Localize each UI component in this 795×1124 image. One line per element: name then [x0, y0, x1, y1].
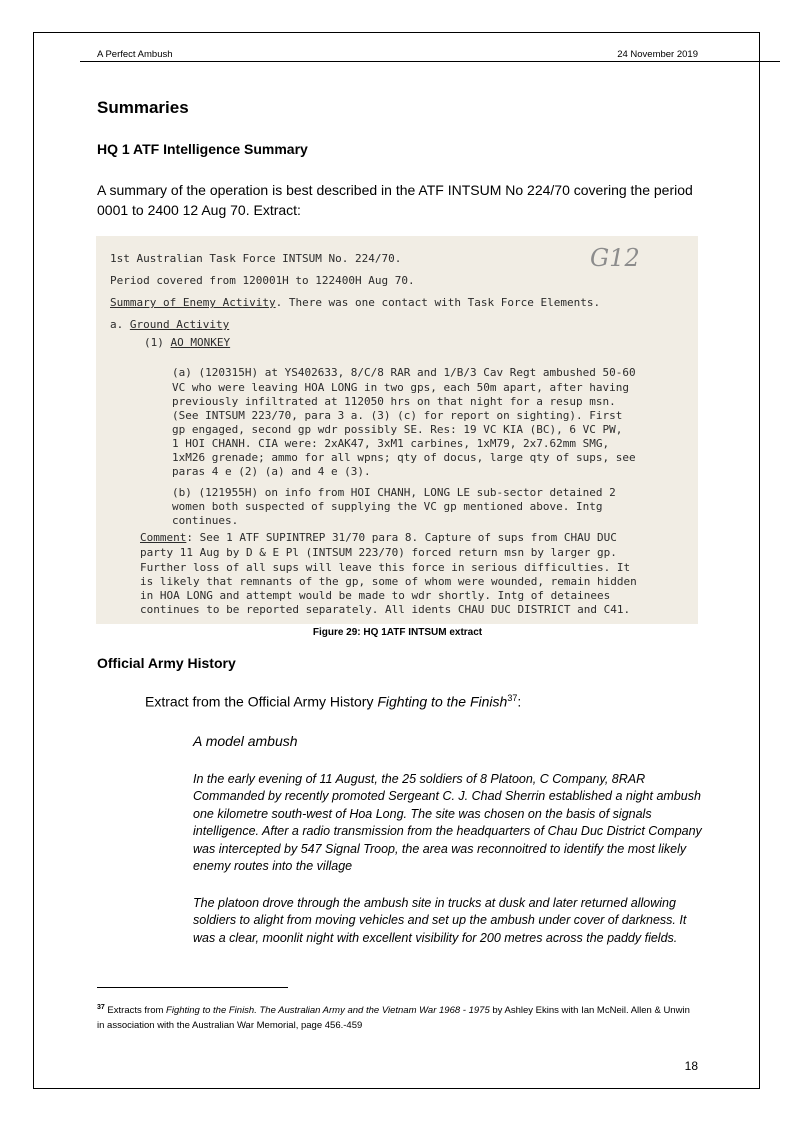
- scan-text-line: party 11 Aug by D & E Pl (INTSUM 223/70) forced return msn by larger gp.: [140, 546, 617, 559]
- scan-text-line: (1) AO MONKEY: [144, 336, 231, 349]
- scan-text-line: 1xM26 grenade; ammo for all wpns; qty of docus, large qty of sups, see: [172, 451, 636, 464]
- quote-paragraph-1: In the early evening of 11 August, the 25 soldiers of 8 Platoon, C Company, 8RAR Commanded by recently promoted Sergeant C. J. Chad Sherrin established a night ambush one kilometre south-west of Hoa Long. The site was chosen on the basis of signals intelligence. After a radio transmission from the headquarters of Chau Duc District Company was intercepted by 547 Signal Troop, the area was reconnoitred to identify the most likely enemy routes into the village: [193, 772, 702, 874]
- header-rule: [80, 61, 780, 62]
- army-history-heading: Official Army History: [97, 655, 236, 671]
- scan-underlined-heading: Comment: [140, 531, 187, 544]
- scan-underlined-heading: AO MONKEY: [170, 336, 231, 349]
- scan-text-line: Summary of Enemy Activity. There was one contact with Task Force Elements.: [110, 296, 601, 309]
- scan-text-line: Comment: See 1 ATF SUPINTREP 31/70 para 8. Capture of sups from CHAU DUC: [140, 531, 617, 544]
- handwritten-mark: G12: [590, 244, 640, 272]
- scan-text-line: continues.: [172, 514, 239, 527]
- intsum-scan-image: [96, 236, 698, 624]
- quote-title: A model ambush: [193, 733, 298, 749]
- scan-text-line: paras 4 e (2) (a) and 4 e (3).: [172, 465, 371, 478]
- scan-text-line: (a) (120315H) at YS402633, 8/C/8 RAR and 1/B/3 Cav Regt ambushed 50-60: [172, 366, 636, 379]
- quote-paragraph-2: The platoon drove through the ambush site in trucks at dusk and later returned allowing soldiers to alight from moving vehicles and set up the ambush under cover of darkness. It was a clear, moonlit night with excellent visibility for 200 metres across the paddy fields.: [193, 896, 687, 945]
- footnote-ref: 37: [507, 693, 518, 703]
- footnote-number: 37: [97, 1004, 105, 1011]
- footnote-text-b: by Ashley Ekins with Ian McNeil. Allen & Unwin in association with the Australian War Memorial, page 456.-459: [97, 1005, 690, 1032]
- footnote: [97, 1000, 697, 1033]
- scan-text-line: Further loss of all sups will leave this force in serious difficulties. It: [140, 561, 631, 574]
- scan-underlined-heading: Ground Activity: [129, 318, 230, 331]
- page-number: 18: [684, 1059, 698, 1073]
- footnote-rule: [97, 987, 288, 988]
- scan-text-line: is likely that remnants of the gp, some of whom were wounded, remain hidden: [140, 575, 637, 588]
- scan-text-line: continues to be reported separately. All idents CHAU DUC DISTRICT and C41.: [140, 603, 631, 616]
- footnote-book-title: Fighting to the Finish. The Australian Army and the Vietnam War 1968 - 1975: [166, 1005, 490, 1017]
- header-date: 24 November 2019: [617, 49, 698, 60]
- section-title: Summaries: [97, 98, 189, 117]
- scan-text-line: gp engaged, second gp wdr possibly SE. Res: 19 VC KIA (BC), 6 VC PW,: [172, 423, 623, 436]
- scan-text-line: (b) (121955H) on info from HOI CHANH, LONG LE sub-sector detained 2: [172, 486, 616, 499]
- header-title: A Perfect Ambush: [97, 49, 173, 60]
- figure-caption: Figure 29: HQ 1ATF INTSUM extract: [312, 627, 483, 638]
- intro-end: :: [517, 693, 522, 710]
- scan-text-line: VC who were leaving HOA LONG in two gps, each 50m apart, after having: [172, 381, 629, 394]
- scan-text-line: in HOA LONG and attempt would be made to wdr shortly. Intg of detainees: [140, 589, 611, 602]
- scan-text-line: 1st Australian Task Force INTSUM No. 224/70.: [110, 252, 402, 265]
- intsum-heading: HQ 1 ATF Intelligence Summary: [97, 141, 308, 157]
- scan-text-line: 1 HOI CHANH. CIA were: 2xAK47, 3xM1 carbines, 1xM79, 2x7.62mm SMG,: [172, 437, 610, 450]
- footnote-text-a: Extracts from: [104, 1005, 167, 1017]
- scan-text-line: previously infiltrated at 112050 hrs on that night for a resup msn.: [172, 395, 616, 408]
- scan-text-line: Period covered from 120001H to 122400H Aug 70.: [110, 274, 415, 287]
- intsum-intro: A summary of the operation is best described in the ATF INTSUM No 224/70 covering the period 0001 to 2400 12 Aug 70. Extract:: [97, 182, 693, 218]
- scan-text-line: women both suspected of supplying the VC gp mentioned above. Intg: [172, 500, 603, 513]
- scan-underlined-heading: Summary of Enemy Activity: [110, 296, 276, 309]
- scan-text-line: (See INTSUM 223/70, para 3 a. (3) (c) for report on sighting). First: [172, 409, 623, 422]
- intro-text: Extract from the Official Army History: [145, 693, 378, 710]
- intro-book-title: Fighting to the Finish: [377, 693, 508, 710]
- army-history-intro: [145, 693, 521, 710]
- scan-text-line: a. Ground Activity: [110, 318, 230, 331]
